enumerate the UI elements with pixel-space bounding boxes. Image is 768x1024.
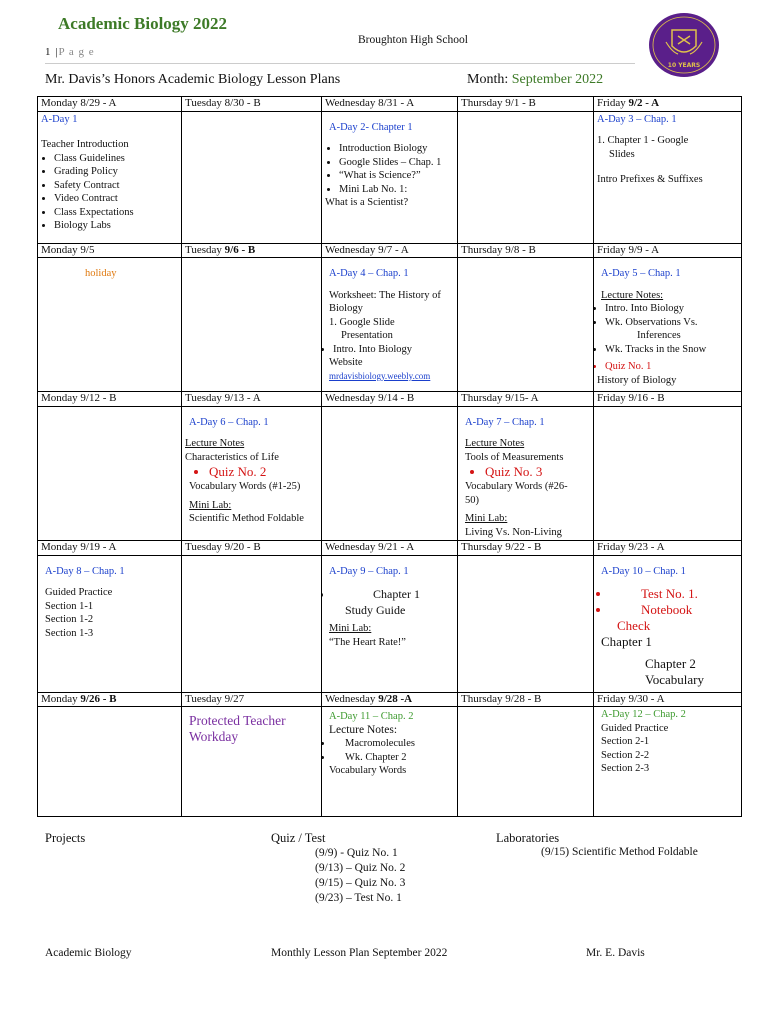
footer-left: Academic Biology: [45, 947, 132, 959]
quiz-item: (9/23) – Test No. 1: [315, 892, 402, 904]
cell-text: Inferences: [637, 330, 681, 341]
cell-empty: [458, 555, 594, 692]
day-header: Thursday 9/8 - B: [458, 243, 594, 258]
cell-text: Section 1-3: [45, 627, 94, 639]
cell-text: Section 1-1: [45, 600, 94, 612]
list-item: • Biology Labs: [54, 219, 178, 233]
cell-empty: [38, 406, 182, 541]
page-num: 1 |: [45, 46, 59, 58]
day-header: [182, 243, 322, 258]
month-label: [467, 72, 603, 88]
bullet-list: [461, 464, 590, 480]
day-header: Wednesday 8/31 - A: [322, 97, 458, 112]
projects-heading: Projects: [45, 831, 86, 845]
a-day-label: A-Day 5 – Chap. 1: [601, 268, 681, 279]
lecture-notes-label: Lecture Notes: [465, 438, 525, 449]
list-item: • Introduction Biology: [339, 142, 454, 156]
a-day-label: A-Day 6 – Chap. 1: [189, 416, 269, 428]
cell-fri-930: [594, 707, 742, 817]
quiz-item: (9/15) – Quiz No. 3: [315, 877, 406, 889]
quiz-label: • Quiz No. 1: [605, 360, 738, 374]
list-item: • Wk. Observations Vs.: [605, 316, 738, 330]
cell-text: Vocabulary: [645, 672, 704, 687]
list-item: • Chapter 1: [333, 586, 454, 602]
cell-empty: [182, 258, 322, 392]
cell-mon-95: [38, 258, 182, 392]
week-header-row: [38, 243, 742, 258]
cell-text: Characteristics of Life: [185, 451, 279, 463]
cell-text: Presentation: [341, 330, 393, 341]
cell-mon-919: [38, 555, 182, 692]
cell-text: Vocabulary Words (#1-25): [189, 481, 301, 492]
week-header-row: [38, 97, 742, 112]
cell-empty: [38, 707, 182, 817]
list-item: • “What is Science?”: [339, 169, 454, 183]
cell-thu-915: [458, 406, 594, 541]
notebook-check: Check: [617, 618, 651, 633]
cell-text: What is a Scientist?: [325, 197, 409, 208]
list-item: • Intro. Into Biology: [333, 343, 454, 357]
day-header: [594, 97, 742, 112]
day-header: Thursday 9/28 - B: [458, 692, 594, 707]
cell-text: Biology: [329, 303, 363, 314]
cell-text: Guided Practice: [45, 587, 113, 598]
week-header-row: [38, 541, 742, 556]
day-header: [38, 692, 182, 707]
day-header-text: Wednesday: [325, 692, 379, 705]
month-value: September 2022: [511, 72, 604, 87]
logo-text: 10 YEARS: [667, 62, 701, 69]
a-day-label: A-Day 11 – Chap. 2: [329, 711, 414, 722]
list-item: • Wk. Chapter 2: [333, 751, 454, 765]
day-header-text: Friday: [597, 97, 629, 109]
cell-tue-913: [182, 406, 322, 541]
cell-text: Tools of Measurements: [465, 451, 564, 463]
bullet-list: [325, 586, 454, 602]
cell-empty: [182, 555, 322, 692]
cell-fri-923: [594, 555, 742, 692]
lesson-plan-title: Mr. Davis’s Honors Academic Biology Lesson Plans: [45, 72, 341, 87]
day-header: Thursday 9/1 - B: [458, 97, 594, 112]
mini-lab-label: Mini Lab:: [189, 499, 232, 511]
workday-label: Workday: [189, 729, 239, 744]
bullet-list: [325, 737, 454, 764]
cell-text: Living Vs. Non-Living: [465, 526, 562, 538]
bullet-list: [325, 343, 454, 357]
cell-fri-92: [594, 111, 742, 243]
cell-text: Section 1-2: [45, 614, 94, 625]
test-label: • Test No. 1.: [611, 586, 738, 602]
cell-empty: [322, 406, 458, 541]
page-number: [45, 46, 95, 58]
list-item: • Mini Lab No. 1:: [339, 183, 454, 197]
lecture-notes-label: Lecture Notes:: [601, 289, 664, 301]
list-item: • Video Contract: [54, 192, 178, 206]
bullet-list: [597, 302, 738, 329]
day-header: Monday 8/29 - A: [38, 97, 182, 112]
list-item: • Grading Policy: [54, 165, 178, 179]
day-header-bold: 9/28 -A: [378, 692, 413, 705]
school-logo: [648, 12, 720, 78]
a-day-label: A-Day 1: [41, 113, 78, 125]
cell-text: Vocabulary Words (#26-: [465, 481, 568, 492]
cell-text: “The Heart Rate!”: [329, 636, 406, 648]
day-header: Friday 9/23 - A: [594, 541, 742, 556]
cell-text: Intro Prefixes & Suffixes: [597, 174, 703, 185]
cell-text: Worksheet: The History of: [329, 289, 441, 301]
day-header: Monday 9/12 - B: [38, 392, 182, 407]
week-row: [38, 707, 742, 817]
cell-empty: [182, 111, 322, 243]
lecture-notes-label: Lecture Notes:: [329, 723, 398, 736]
week-row: [38, 555, 742, 692]
cell-text: Slides: [609, 148, 635, 160]
day-header: Tuesday 9/20 - B: [182, 541, 322, 556]
bullet-list: [597, 586, 738, 618]
school-name: Broughton High School: [358, 34, 468, 46]
day-header-text: Tuesday: [185, 243, 225, 256]
a-day-label: A-Day 3 – Chap. 1: [597, 113, 677, 125]
bullet-list: [597, 343, 738, 357]
quiz-item: (9/9) - Quiz No. 1: [315, 847, 398, 859]
cell-fri-99: [594, 258, 742, 392]
list-item: • Class Guidelines: [54, 152, 178, 166]
day-header: Tuesday 9/27: [182, 692, 322, 707]
holiday-label: holiday: [85, 268, 117, 279]
a-day-label: A-Day 9 – Chap. 1: [329, 565, 409, 577]
month-key: Month:: [467, 72, 509, 87]
cell-wed-921: [322, 555, 458, 692]
footer-center: Monthly Lesson Plan September 2022: [271, 947, 448, 959]
cell-text: Scientific Method Foldable: [189, 513, 304, 524]
list-item: • Google Slides – Chap. 1: [339, 156, 454, 170]
cell-wed-928: [322, 707, 458, 817]
laboratories-heading: Laboratories: [496, 831, 560, 845]
page-word: P a g e: [58, 46, 95, 58]
list-item: • Intro. Into Biology: [605, 302, 738, 316]
cell-text: Chapter 1: [601, 634, 652, 649]
bullet-list: [597, 360, 738, 374]
quiz-label: • Quiz No. 2: [209, 464, 318, 480]
mini-lab-label: Mini Lab:: [329, 623, 372, 634]
quiz-schedule: [315, 846, 405, 906]
workday-label: Protected Teacher: [189, 713, 286, 728]
a-day-label: A-Day 7 – Chap. 1: [465, 416, 545, 428]
day-header-bold: 9/26 - B: [80, 692, 117, 705]
day-header-text: Monday: [41, 692, 81, 705]
cell-text: Section 2-1: [601, 736, 650, 747]
cell-empty: [594, 406, 742, 541]
cell-text: 1. Google Slide: [329, 316, 395, 328]
notebook-label: • Notebook: [611, 602, 738, 618]
day-header: Friday 9/9 - A: [594, 243, 742, 258]
week-row: [38, 111, 742, 243]
day-header: Wednesday 9/14 - B: [322, 392, 458, 407]
bullet-list: [41, 152, 178, 233]
document-title: Academic Biology 2022: [58, 14, 228, 33]
list-item: • Chapter 2: [605, 656, 738, 672]
day-header: Friday 9/30 - A: [594, 692, 742, 707]
list-item: • Macromolecules: [333, 737, 454, 751]
week-header-row: [38, 692, 742, 707]
cell-text: Teacher Introduction: [41, 139, 129, 150]
week-row: [38, 258, 742, 392]
day-header: Wednesday 9/21 - A: [322, 541, 458, 556]
list-item: • Wk. Tracks in the Snow: [605, 343, 738, 357]
a-day-label: A-Day 2- Chapter 1: [329, 121, 413, 133]
lesson-calendar: [37, 96, 742, 817]
cell-empty: [458, 707, 594, 817]
a-day-label: A-Day 12 – Chap. 2: [601, 709, 686, 720]
week-header-row: [38, 392, 742, 407]
day-header: Monday 9/19 - A: [38, 541, 182, 556]
lab-item: (9/15) Scientific Method Foldable: [541, 846, 698, 858]
day-header-bold: 9/2 - A: [628, 97, 660, 109]
bullet-list: [597, 656, 738, 672]
cell-empty: [458, 111, 594, 243]
cell-wed-97: [322, 258, 458, 392]
cell-text: Section 2-3: [601, 763, 650, 774]
day-header-bold: 9/6 - B: [224, 243, 256, 256]
day-header: Tuesday 8/30 - B: [182, 97, 322, 112]
footer-right: Mr. E. Davis: [586, 947, 645, 959]
cell-text: 1. Chapter 1 - Google: [597, 135, 689, 146]
cell-text: Website: [329, 357, 363, 368]
a-day-label: A-Day 10 – Chap. 1: [601, 565, 686, 577]
cell-text: 50): [465, 494, 479, 506]
a-day-label: A-Day 4 – Chap. 1: [329, 268, 409, 279]
cell-text: History of Biology: [597, 374, 677, 386]
cell-empty: [458, 258, 594, 392]
day-header: Thursday 9/22 - B: [458, 541, 594, 556]
week-row: [38, 406, 742, 541]
cell-tue-927: [182, 707, 322, 817]
quiz-test-heading: Quiz / Test: [271, 831, 326, 845]
cell-text: Section 2-2: [601, 749, 650, 761]
lecture-notes-label: Lecture Notes: [185, 438, 245, 449]
cell-mon-829: [38, 111, 182, 243]
header-rule: [45, 63, 635, 64]
day-header: Wednesday 9/7 - A: [322, 243, 458, 258]
cell-text: Guided Practice: [601, 722, 669, 734]
day-header: Tuesday 9/13 - A: [182, 392, 322, 407]
a-day-label: A-Day 8 – Chap. 1: [45, 565, 125, 577]
mini-lab-label: Mini Lab:: [465, 513, 508, 524]
list-item: • Class Expectations: [54, 206, 178, 220]
bullet-list: [325, 142, 454, 196]
quiz-label: • Quiz No. 3: [485, 464, 590, 480]
cell-text: Vocabulary Words: [329, 765, 407, 776]
website-link[interactable]: mrdavisbiology.weebly.com: [329, 370, 431, 381]
day-header: Monday 9/5: [38, 243, 182, 258]
day-header: Friday 9/16 - B: [594, 392, 742, 407]
cell-wed-831: [322, 111, 458, 243]
cell-text: Study Guide: [345, 603, 406, 617]
day-header: [322, 692, 458, 707]
quiz-item: (9/13) – Quiz No. 2: [315, 862, 406, 874]
list-item: • Safety Contract: [54, 179, 178, 193]
day-header: Thursday 9/15- A: [458, 392, 594, 407]
bullet-list: [185, 464, 318, 480]
